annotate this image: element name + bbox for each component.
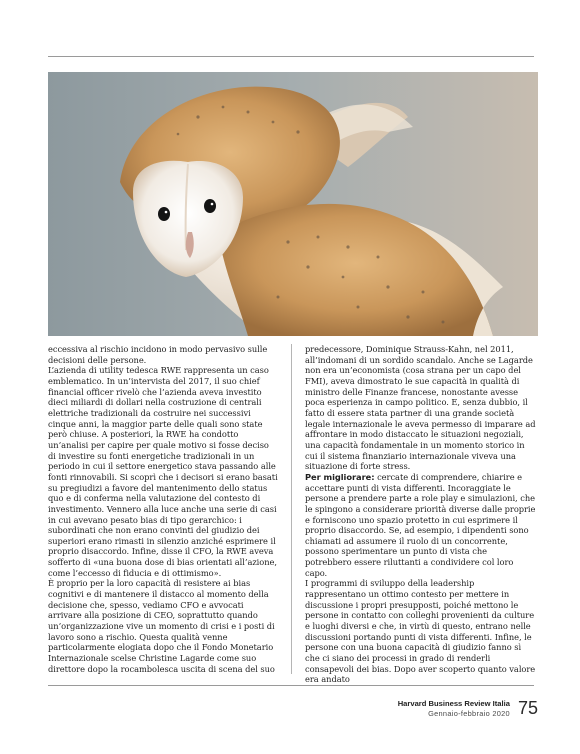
left-paragraph-3: È proprio per la loro capacità di resistere ai bias cognitivi e di mantenere il distacco al momento della decisione che, spesso, vediamo CFO e avvocati arrivare alla posizione di CEO, soprattutto quando un’organizzazione vive un momento di crisi e i posti di lavoro sono a rischio. Questa qualità venne particolarmente elogiata dopo che il Fondo Monetario Internazionale scelse Christine Lagarde come suo direttore dopo la rocambolesca uscita di scena del suo (48, 578, 275, 674)
right-paragraph-1: predecessore, Dominique Strauss-Kahn, nel 2011, all’indomani di un sordido scandalo. Anche se Lagarde non era un’economista (cosa strana per un capo del FMI), aveva dimostrato le sue capacità in qualità di ministro delle Finanze francese, nonostante avesse poca esperienza in campo politico. E, senza dubbio, il fatto di essere stata partner di una grande società legale internazionale le aveva permesso di imparare ad affrontare in modo distaccato le situazioni negoziali, una capacità fondamentale in un momento storico in cui il sistema finanziario internazionale viveva una situazione di forte stress. (305, 344, 536, 472)
barn-owl-photo (48, 72, 538, 336)
footer-text (398, 699, 510, 719)
right-paragraph-3: I programmi di sviluppo della leadership rappresentano un ottimo contesto per mettere in discussione i propri presupposti, poiché mettono le persone in contatto con colleghi provenienti da culture e luoghi diversi e che, in virtù di questo, entrano nelle discussioni portando punti di vista differenti. Infine, le persone con una buona capacità di giudizio fanno sì che ci siano dei processi in grado di renderli consapevoli dei bias. Dopo aver scoperto quanto valore era andato (305, 578, 536, 685)
right-paragraph-2-body: cercate di comprendere, chiarire e accettare punti di vista differenti. Incoraggiate le persone a prendere parte a role play e simulazioni, che le spingono a considerare priorità diverse dalle proprie e forniscono uno spazio protetto in cui esprimere il proprio disaccordo. Se, ad esempio, i dipendenti sono chiamati ad assumere il ruolo di un concorrente, possono sperimentare un punto di vista che potrebbero essere riluttanti a condividere col loro capo. (305, 471, 536, 578)
column-divider (291, 344, 292, 674)
per-migliorare-lead-in: Per migliorare: (305, 471, 375, 482)
page-footer (398, 698, 538, 719)
publication-name: Harvard Business Review Italia (397, 698, 510, 708)
left-paragraph-1: eccessiva al rischio incidono in modo pervasivo sulle decisioni delle persone. (48, 344, 268, 365)
page-number: 75 (517, 698, 538, 718)
top-rule (48, 56, 534, 57)
bottom-rule (48, 685, 534, 686)
issue-date: Gennaio-febbraio 2020 (428, 708, 510, 718)
right-paragraph-2 (305, 472, 536, 579)
left-paragraph-2: L’azienda di utility tedesca RWE rappresenta un caso emblematico. In un’intervista del 2017, il suo chief financial officer rivelò che l’azienda aveva investito dieci miliardi di dollari nella costruzione di centrali elettriche tradizionali da costruire nei successivi cinque anni, la maggior parte delle quali sono state però chiuse. A posteriori, la RWE ha condotto un’analisi per capire per quale motivo si fosse deciso di investire su fonti energetiche tradizionali in un periodo in cui il settore energetico stava passando alle fonti rinnovabili. Si scoprì che i decisori si erano basati su pregiudizi a favore del mantenimento dello status quo e di conferma nella valutazione del contesto di investimento. Vennero alla luce anche una serie di casi in cui avevano pesato bias di tipo gerarchico: i subordinati che non erano convinti del giudizio dei superiori erano rimasti in silenzio anziché esprimere il proprio disaccordo. Infine, disse il CFO, la RWE aveva sofferto di «una buona dose di bias orientati all’azione, come l’eccesso di fiducia e di ottimismo». (48, 365, 278, 578)
right-column (305, 344, 536, 685)
left-column (48, 344, 279, 674)
